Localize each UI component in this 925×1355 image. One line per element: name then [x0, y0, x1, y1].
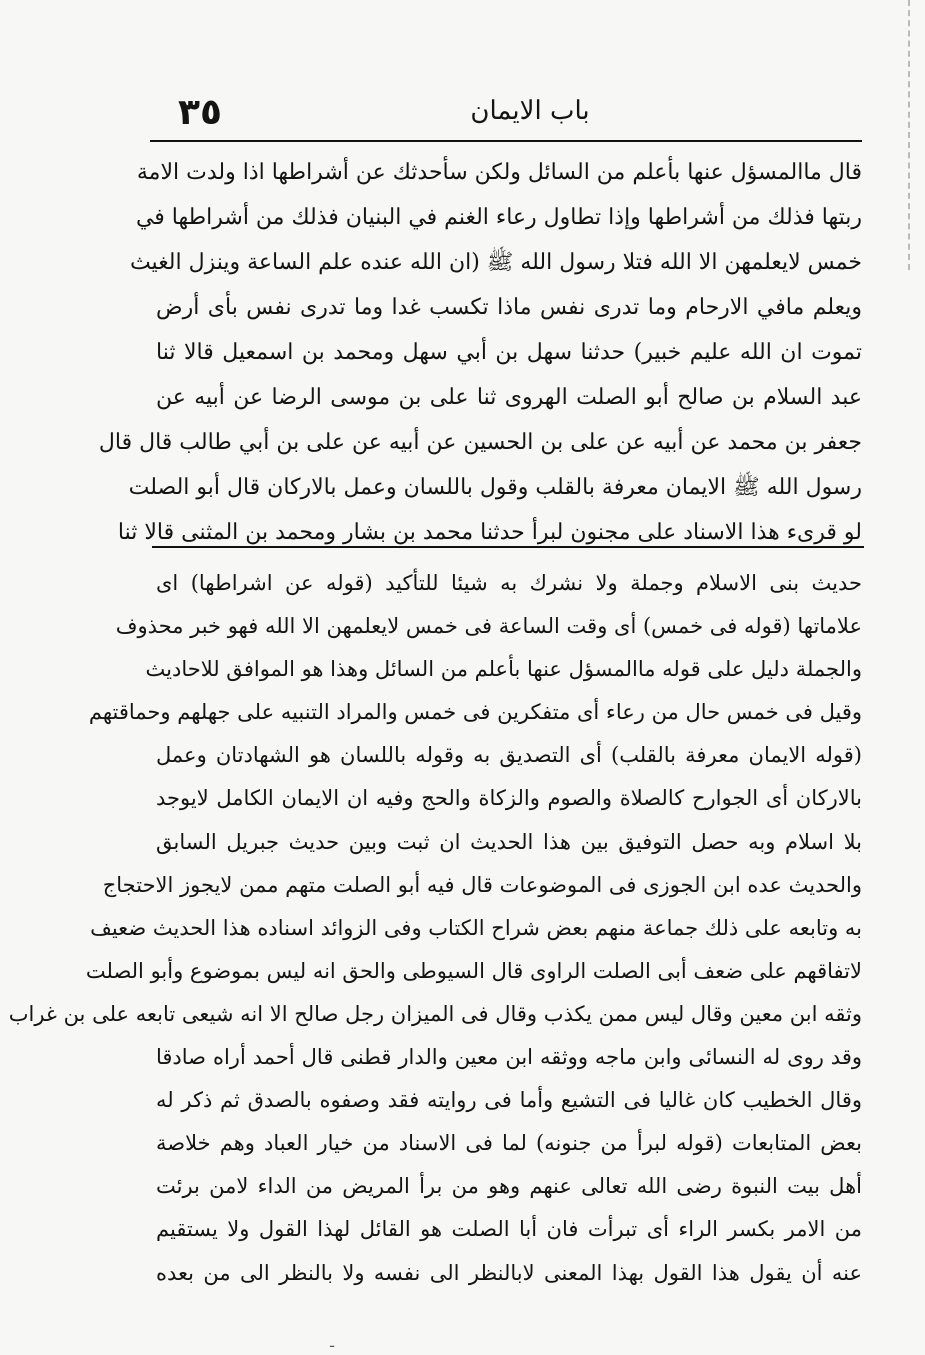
commentary-separator: [152, 546, 864, 548]
commentary-line: (قوله الايمان معرفة بالقلب) أى التصديق به وقوله باللسان هو الشهادتان وعمل: [156, 743, 862, 768]
main-text-line: رسول الله ﷺ الايمان معرفة بالقلب وقول باللسان وعمل بالاركان قال أبو الصلت: [128, 475, 862, 500]
commentary-line: حديث بنى الاسلام وجملة ولا نشرك به شيئا للتأكيد (قوله عن اشراطها) اى: [156, 571, 862, 595]
main-text-line: تموت ان الله عليم خبير) حدثنا سهل بن أبي سهل ومحمد بن اسمعيل قالا ثنا: [156, 340, 862, 365]
commentary-line: علاماتها (قوله فى خمس) أى وقت الساعة فى خمس لايعلمهن الا الله فهو خبر محذوف: [115, 614, 862, 639]
margin-rule: [908, 0, 910, 270]
commentary-line: والحديث عده ابن الجوزى فى الموضوعات قال فيه أبو الصلت متهم ممن لايجوز الاحتجاج: [102, 872, 862, 897]
commentary-line: وقيل فى خمس حال من رعاء أى متفكرين فى خمس والمراد التنبيه على جهلهم وحماقتهم: [88, 700, 862, 725]
hadith-main-text: [98, 150, 862, 555]
page-number: ٣٥: [178, 92, 222, 133]
commentary-line: به وتابعه على ذلك جماعة منهم بعض شراح الكتاب وفى الزوائد اسناده هذا الحديث ضعيف: [90, 915, 862, 940]
commentary-line: أهل بيت النبوة رضى الله تعالى عنهم وهو من برأ المريض من الداء لامن برئت: [156, 1174, 862, 1199]
commentary-line: بالاركان أى الجوارح كالصلاة والصوم والزكاة والحج وفيه ان الايمان الكامل لايوجد: [156, 786, 862, 811]
main-text-line: ربتها فذلك من أشراطها وإذا تطاول رعاء الغنم في البنيان فذلك من أشراطها في: [135, 205, 862, 230]
commentary-line: عنه أن يقول هذا القول بهذا المعنى لابالنظر الى نفسه ولا بالنظر الى من بعده: [156, 1260, 862, 1285]
main-text-line: خمس لايعلمهن الا الله فتلا رسول الله ﷺ (ان الله عنده علم الساعة وينزل الغيث: [129, 250, 862, 275]
main-text-line: لو قرىء هذا الاسناد على مجنون لبرأ حدثنا محمد بن بشار ومحمد بن المثنى قالا ثنا: [117, 520, 862, 545]
main-text-line: عبد السلام بن صالح أبو الصلت الهروى ثنا على بن موسى الرضا عن أبيه عن: [156, 385, 862, 410]
commentary-line: والجملة دليل على قوله ماالمسؤل عنها بأعلم من السائل وهذا هو الموافق للاحاديث: [145, 657, 862, 682]
main-text-line: ويعلم مافي الارحام وما تدرى نفس ماذا تكسب غدا وما تدرى نفس بأى أرض: [156, 295, 862, 320]
commentary-line: وثقه ابن معين وقال ليس ممن يكذب وقال فى الميزان رجل صالح الا انه شيعى تابعه على بن غراب: [8, 1001, 862, 1026]
header-rule: [150, 140, 862, 142]
running-title: باب الايمان: [470, 96, 590, 126]
page-header: [150, 88, 850, 140]
commentary-line: بلا اسلام وبه حصل التوفيق بين هذا الحديث ان ثبت وبين حديث جبريل السابق: [156, 829, 862, 854]
footer-mark: ـ: [330, 1335, 335, 1351]
main-text-line: قال ماالمسؤل عنها بأعلم من السائل ولكن سأحدثك عن أشراطها اذا ولدت الامة: [136, 160, 862, 185]
commentary-line: وقال الخطيب كان غاليا فى التشيع وأما فى روايته فقد وصفوه بالصدق ثم ذكر له: [156, 1088, 862, 1113]
commentary-line: بعض المتابعات (قوله لبرأ من جنونه) لما فى الاسناد من خيار العباد وهم خلاصة: [156, 1131, 862, 1156]
commentary-line: وقد روى له النسائى وابن ماجه ووثقه ابن معين والدار قطنى قال أحمد أراه صادقا: [156, 1045, 862, 1070]
commentary-line: لاتفاقهم على ضعف أبى الصلت الراوى قال السيوطى والحق انه ليس بموضوع وأبو الصلت: [85, 958, 862, 983]
main-text-line: جعفر بن محمد عن أبيه عن على بن الحسين عن أبيه عن على بن أبي طالب قال قال: [98, 430, 862, 455]
commentary-line: من الامر بكسر الراء أى تبرأت فان أبا الصلت هو القائل لهذا القول ولا يستقيم: [156, 1217, 862, 1242]
commentary-text: [8, 562, 862, 1295]
